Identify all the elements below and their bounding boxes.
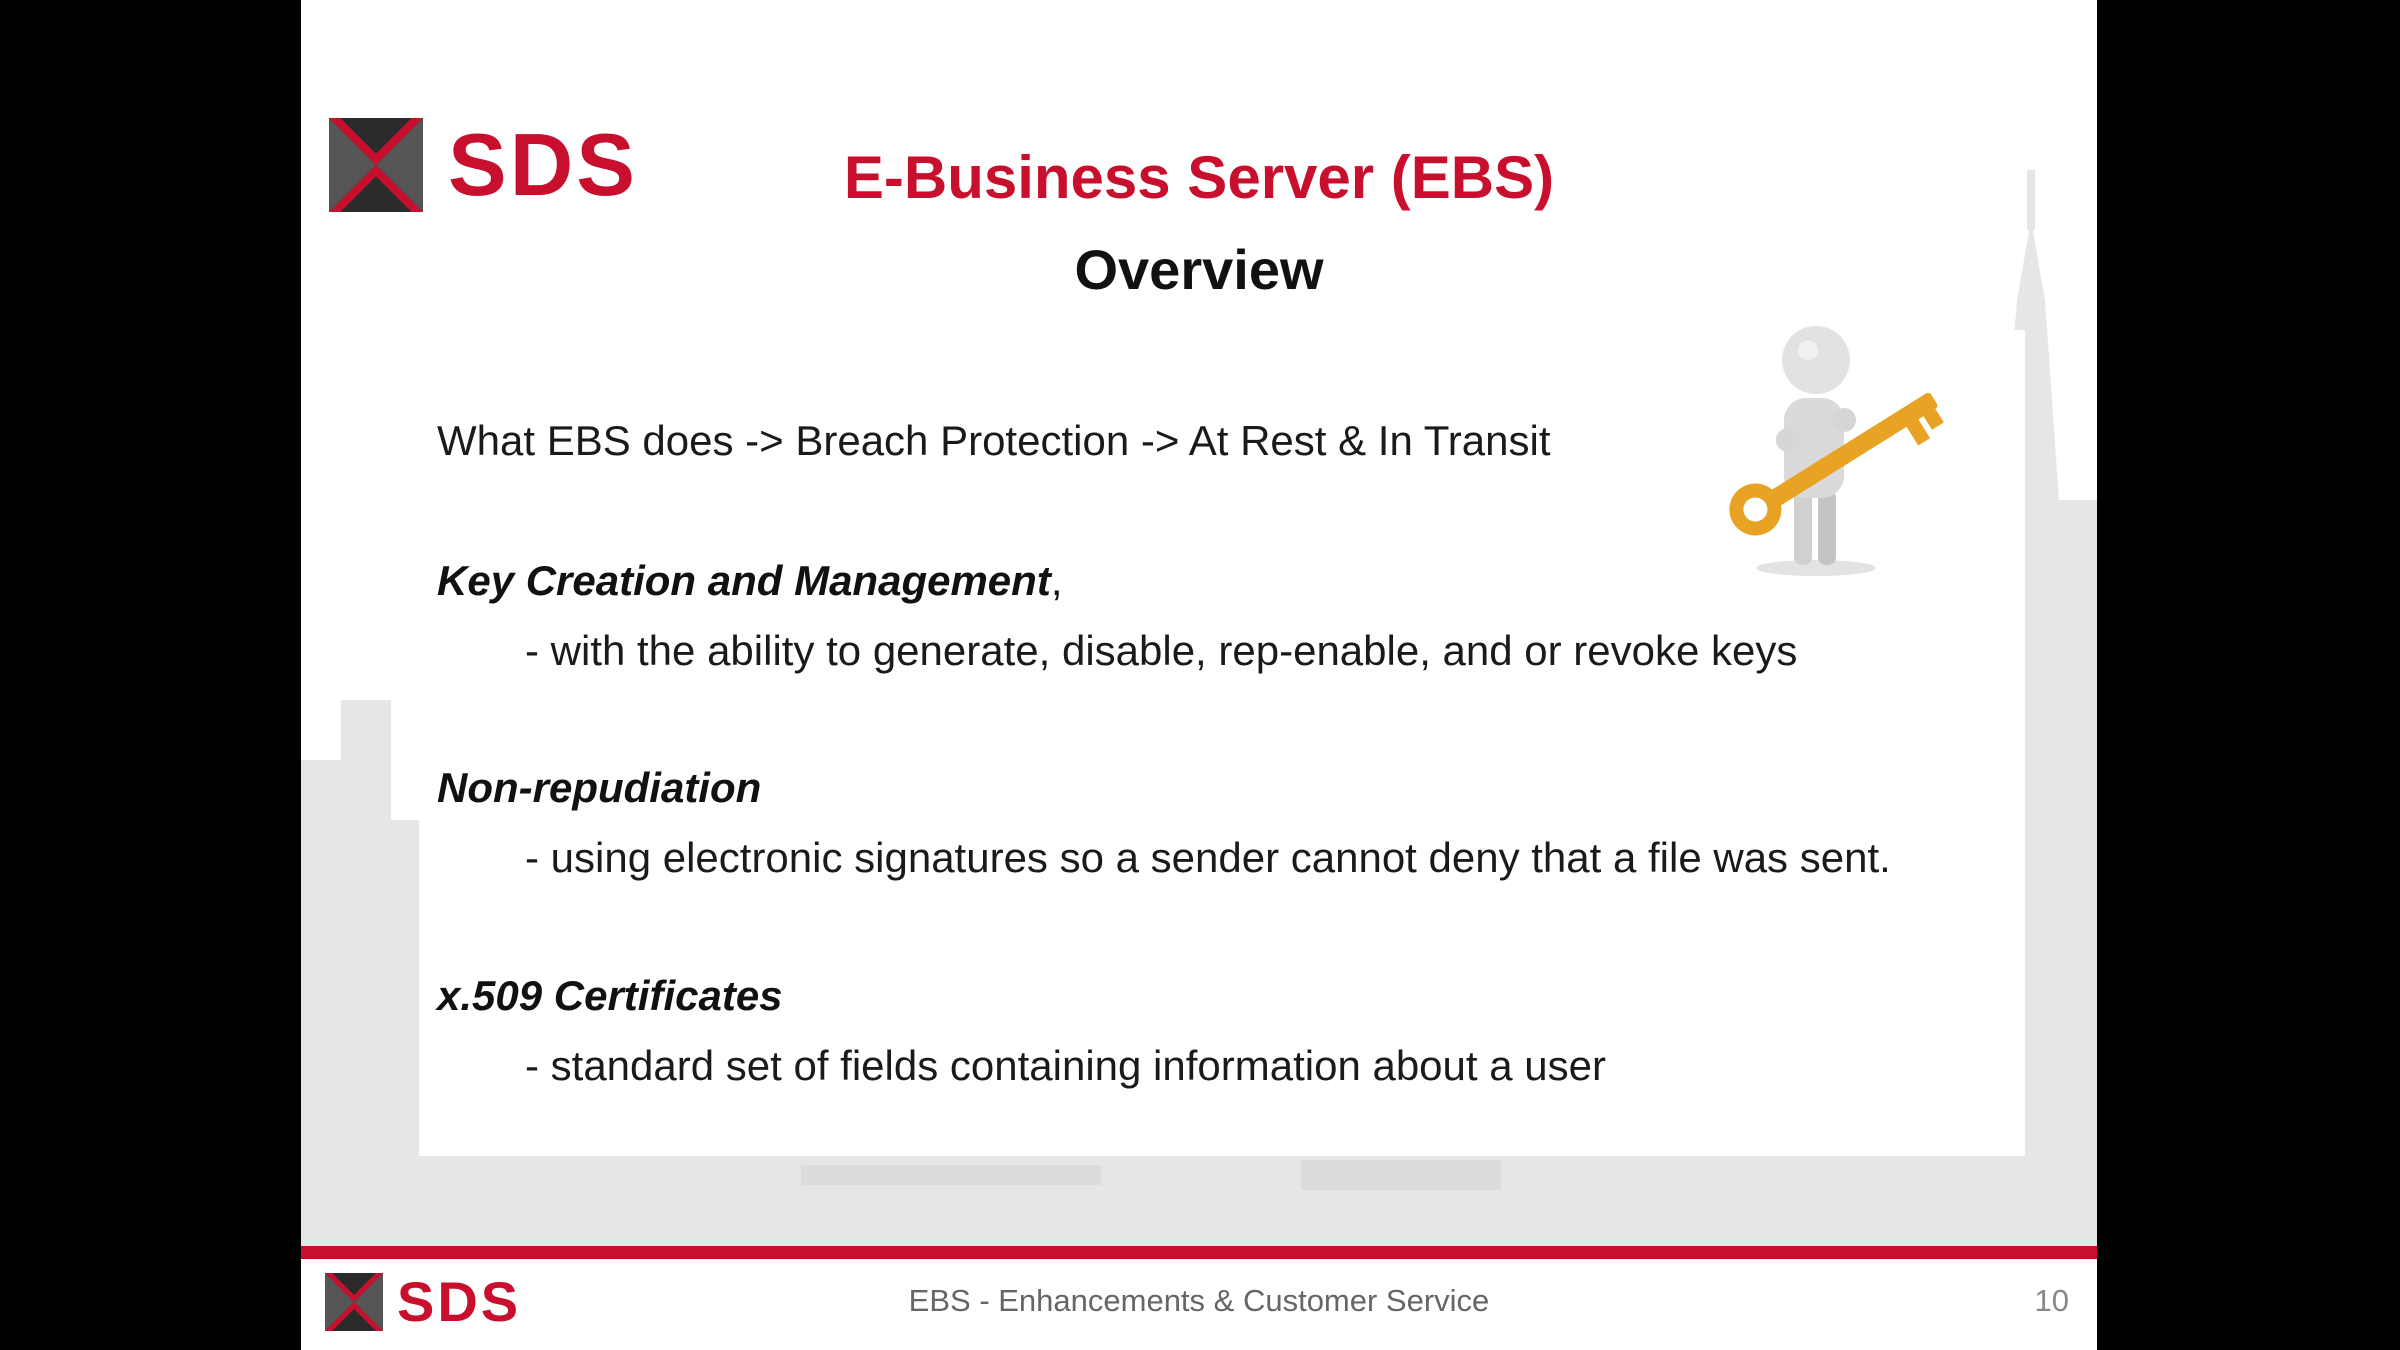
section-heading-text: Non-repudiation <box>437 764 762 811</box>
slide-title: E-Business Server (EBS) <box>843 144 1555 211</box>
footer-logo-text: SDS <box>397 1270 522 1333</box>
section-heading-suffix: , <box>1050 557 1063 604</box>
slide-subtitle: Overview <box>1074 238 1324 301</box>
section-heading <box>437 971 783 1021</box>
person-holding-key-icon <box>1696 310 1956 580</box>
section-detail: - standard set of fields containing information about a user <box>525 1042 1606 1089</box>
header-logo-text: SDS <box>448 115 638 214</box>
section-heading-text: Key Creation and Management <box>437 557 1051 604</box>
intro-line: What EBS does -> Breach Protection -> At Rest & In Transit <box>437 417 1551 464</box>
section-detail: - using electronic signatures so a sender cannot deny that a file was sent. <box>525 834 1891 881</box>
footer-divider <box>301 1246 2097 1259</box>
footer-text: EBS - Enhancements & Customer Service <box>908 1283 1490 1318</box>
slide-footer <box>301 1259 2097 1350</box>
section-heading <box>437 763 761 813</box>
page-number: 10 <box>2034 1283 2069 1318</box>
section-detail: - with the ability to generate, disable, rep-enable, and or revoke keys <box>525 627 1798 674</box>
section-heading-text: x.509 Certificates <box>437 972 783 1019</box>
slide <box>301 0 2097 1350</box>
section-heading <box>437 556 1062 606</box>
